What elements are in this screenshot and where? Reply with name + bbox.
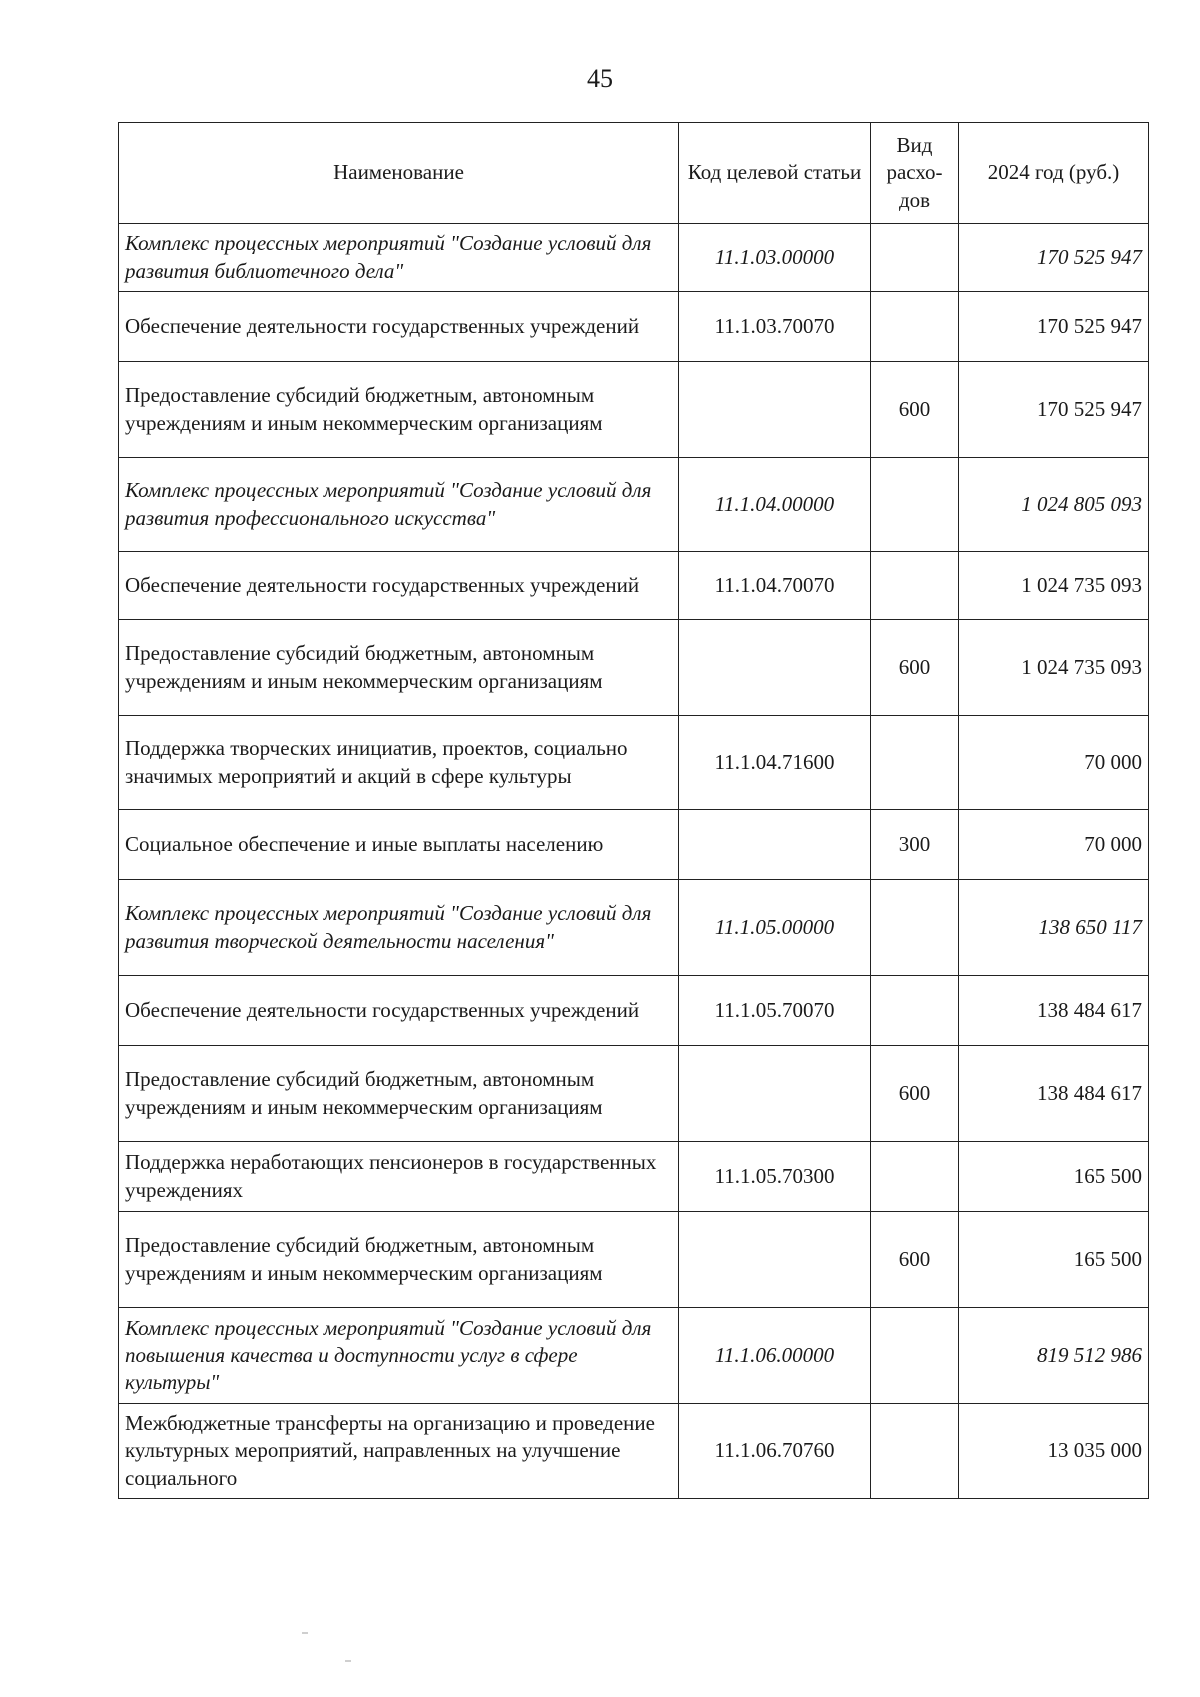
header-amount: 2024 год (руб.)	[959, 123, 1149, 224]
table-row	[119, 292, 1149, 362]
table-row	[119, 458, 1149, 552]
name-cell: Обеспечение деятельности государственных учреждений	[119, 976, 679, 1046]
amount-cell: 170 525 947	[959, 292, 1149, 362]
code-cell	[679, 1046, 871, 1142]
code-cell: 11.1.06.70760	[679, 1404, 871, 1499]
scan-speck	[345, 1660, 351, 1662]
name-cell: Комплекс процессных мероприятий "Создание условий для развития профессионального искусства"	[119, 458, 679, 552]
type-cell: 600	[871, 1046, 959, 1142]
header-type: Вид расхо-дов	[871, 123, 959, 224]
amount-cell: 70 000	[959, 716, 1149, 810]
code-cell: 11.1.06.00000	[679, 1308, 871, 1404]
type-cell: 600	[871, 362, 959, 458]
amount-cell: 1 024 735 093	[959, 620, 1149, 716]
scan-speck	[302, 1632, 308, 1634]
amount-cell: 1 024 735 093	[959, 552, 1149, 620]
amount-cell: 138 650 117	[959, 880, 1149, 976]
code-cell	[679, 362, 871, 458]
type-cell	[871, 716, 959, 810]
amount-cell: 165 500	[959, 1142, 1149, 1212]
table-row	[119, 976, 1149, 1046]
code-cell	[679, 1212, 871, 1308]
table-row	[119, 620, 1149, 716]
name-cell: Социальное обеспечение и иные выплаты населению	[119, 810, 679, 880]
code-cell: 11.1.05.70300	[679, 1142, 871, 1212]
code-cell	[679, 810, 871, 880]
code-cell: 11.1.03.00000	[679, 224, 871, 292]
amount-cell: 1 024 805 093	[959, 458, 1149, 552]
table-row	[119, 1046, 1149, 1142]
type-cell	[871, 1142, 959, 1212]
name-cell: Предоставление субсидий бюджетным, автономным учреждениям и иным некоммерческим организациям	[119, 1046, 679, 1142]
amount-cell: 138 484 617	[959, 976, 1149, 1046]
name-cell: Обеспечение деятельности государственных учреждений	[119, 552, 679, 620]
type-cell: 600	[871, 620, 959, 716]
table-row	[119, 1212, 1149, 1308]
code-cell: 11.1.05.00000	[679, 880, 871, 976]
amount-cell: 819 512 986	[959, 1308, 1149, 1404]
type-cell: 300	[871, 810, 959, 880]
type-cell	[871, 292, 959, 362]
code-cell: 11.1.04.70070	[679, 552, 871, 620]
type-cell	[871, 880, 959, 976]
header-code: Код целевой статьи	[679, 123, 871, 224]
table-row	[119, 362, 1149, 458]
name-cell: Комплекс процессных мероприятий "Создание условий для развития библиотечного дела"	[119, 224, 679, 292]
amount-cell: 70 000	[959, 810, 1149, 880]
header-name: Наименование	[119, 123, 679, 224]
name-cell: Комплекс процессных мероприятий "Создание условий для повышения качества и доступности услуг в сфере культуры"	[119, 1308, 679, 1404]
table-body	[119, 224, 1149, 1499]
table-row	[119, 810, 1149, 880]
amount-cell: 13 035 000	[959, 1404, 1149, 1499]
code-cell: 11.1.04.00000	[679, 458, 871, 552]
table-row	[119, 1142, 1149, 1212]
table-row	[119, 224, 1149, 292]
amount-cell: 170 525 947	[959, 362, 1149, 458]
name-cell: Предоставление субсидий бюджетным, автономным учреждениям и иным некоммерческим организациям	[119, 620, 679, 716]
table-row	[119, 716, 1149, 810]
amount-cell: 170 525 947	[959, 224, 1149, 292]
amount-cell: 165 500	[959, 1212, 1149, 1308]
name-cell: Поддержка творческих инициатив, проектов, социально значимых мероприятий и акций в сфере культуры	[119, 716, 679, 810]
amount-cell: 138 484 617	[959, 1046, 1149, 1142]
type-cell	[871, 552, 959, 620]
table-header-row	[119, 123, 1149, 224]
code-cell: 11.1.05.70070	[679, 976, 871, 1046]
type-cell	[871, 458, 959, 552]
budget-table	[118, 122, 1149, 1499]
code-cell: 11.1.03.70070	[679, 292, 871, 362]
table-row	[119, 880, 1149, 976]
name-cell: Предоставление субсидий бюджетным, автономным учреждениям и иным некоммерческим организациям	[119, 362, 679, 458]
name-cell: Обеспечение деятельности государственных учреждений	[119, 292, 679, 362]
type-cell	[871, 1308, 959, 1404]
type-cell	[871, 224, 959, 292]
type-cell	[871, 1404, 959, 1499]
code-cell	[679, 620, 871, 716]
name-cell: Комплекс процессных мероприятий "Создание условий для развития творческой деятельности населения"	[119, 880, 679, 976]
name-cell: Предоставление субсидий бюджетным, автономным учреждениям и иным некоммерческим организациям	[119, 1212, 679, 1308]
type-cell	[871, 976, 959, 1046]
page-number: 45	[587, 64, 613, 93]
table-row	[119, 552, 1149, 620]
code-cell: 11.1.04.71600	[679, 716, 871, 810]
table-row	[119, 1308, 1149, 1404]
name-cell: Межбюджетные трансферты на организацию и проведение культурных мероприятий, направленных на улучшение социального	[119, 1404, 679, 1499]
table-row	[119, 1404, 1149, 1499]
name-cell: Поддержка неработающих пенсионеров в государственных учреждениях	[119, 1142, 679, 1212]
type-cell: 600	[871, 1212, 959, 1308]
